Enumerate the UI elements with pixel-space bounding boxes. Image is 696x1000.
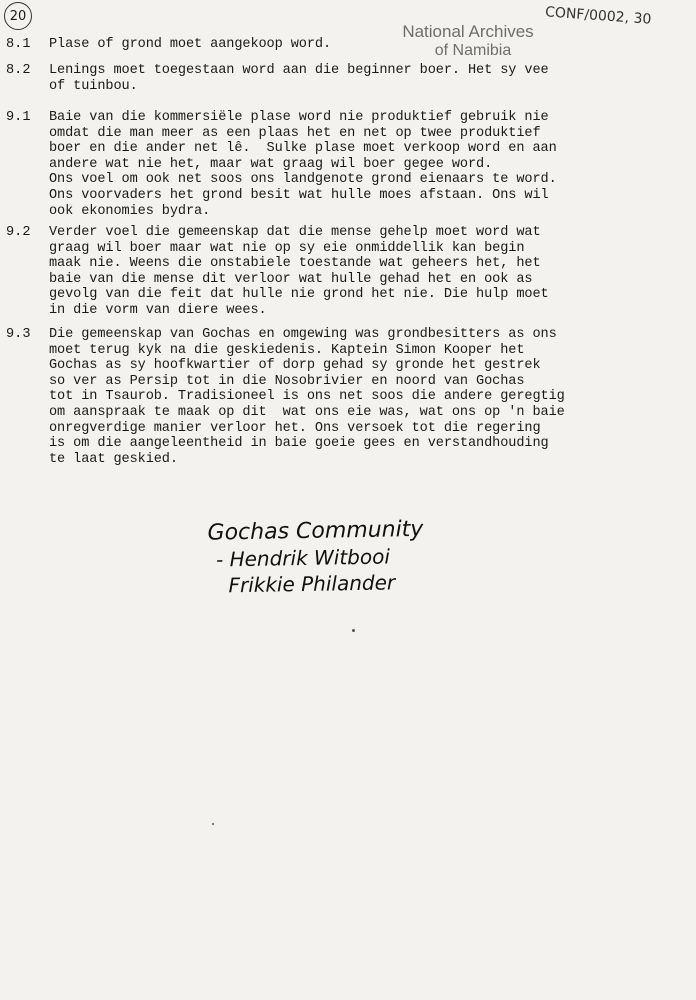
handwritten-signature	[207, 515, 508, 598]
signature-line3: Frikkie Philander	[228, 570, 396, 598]
page-number-circle	[4, 2, 32, 30]
item-number: 9.2	[6, 225, 31, 240]
reference-note: CONF/0002, 30	[544, 4, 652, 28]
speck-mark	[212, 823, 214, 825]
item-number: 9.1	[6, 110, 31, 125]
item-text: Plase of grond moet aangekoop word.	[49, 37, 332, 52]
archive-stamp-line2: of Namibia	[434, 42, 512, 59]
item-number: 9.3	[6, 327, 31, 342]
signature-line2: - Hendrik Witbooi	[215, 544, 391, 572]
item-number: 8.1	[6, 37, 31, 52]
item-text: Verder voel die gemeenskap dat die mense gehelp moet word wat graag wil boer maar wat nie op sy eie onmiddellik kan begin maak nie. Weens die onstabiele toestande wat geheers het, het baie van die mense dit verloor wat hulle gehad het en ook as gevolg van die feit dat hulle nie grond het nie. Die hulp moet in die vorm van diere wees.	[49, 225, 549, 318]
item-text: Die gemeenskap van Gochas en omgewing was grondbesitters as ons moet terug kyk na die geskiedenis. Kaptein Simon Kooper het Gochas as sy hoofkwartier of dorp gehad sy gronde het gestrek so ver as Persip tot in die Nosobrivier en noord van Gochas tot in Tsaurob. Tradisioneel is ons net soos die andere geregtig om aanspraak te maak op dit wat ons eie was, wat ons op 'n baie onregverdige manier verloor het. Ons versoek tot die regering is om die aangeleentheid in baie goeie gees en verstandhouding te laat geskied.	[49, 327, 565, 467]
speck-mark	[352, 629, 355, 632]
item-number: 8.2	[6, 63, 31, 78]
archive-stamp-line1: National Archives	[402, 22, 534, 41]
item-text: Lenings moet toegestaan word aan die beginner boer. Het sy vee of tuinbou.	[49, 63, 549, 94]
signature-line1: Gochas Community	[207, 516, 424, 546]
item-text: Baie van die kommersiële plase word nie produktief gebruik nie omdat die man meer as een plaas het en net op twee produktief boer en die ander net lê. Sulke plase moet verkoop word en aan andere wat nie het, maar wat graag wil boer gegee word. Ons voel om ook net soos ons landgenote grond eienaars te word. Ons voorvaders het grond besit wat hulle moes afstaan. Ons wil ook ekonomies bydra.	[49, 110, 557, 219]
page-number: 20	[9, 8, 27, 24]
